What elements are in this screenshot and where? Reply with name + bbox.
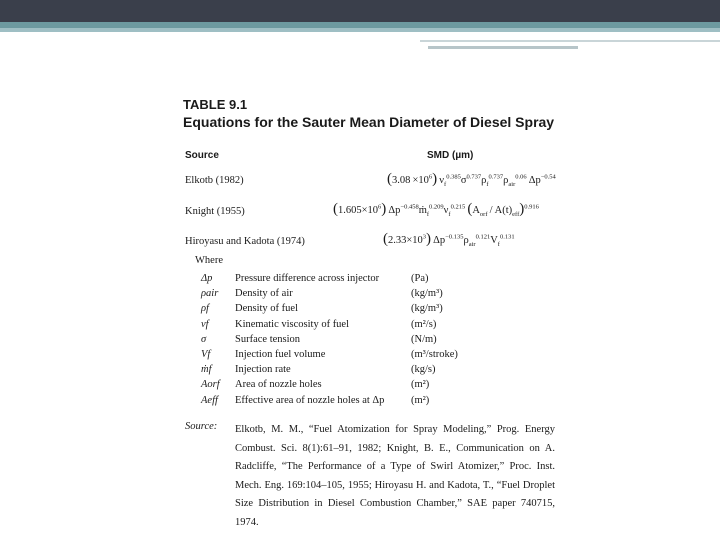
definition-symbol: ṁf xyxy=(201,364,212,376)
definition-description: Density of air xyxy=(235,288,293,300)
column-header-source: Source xyxy=(185,150,219,161)
definition-description: Kinematic viscosity of fuel xyxy=(235,318,350,330)
definition-description: Pressure difference across injector xyxy=(235,273,380,284)
column-header-smd: SMD (µm) xyxy=(427,150,474,161)
table-image xyxy=(183,95,558,528)
definition-symbol: ρair xyxy=(201,288,219,300)
header-bar xyxy=(0,0,720,22)
definition-unit: (kg/m³) xyxy=(411,288,443,300)
decorative-rule-short xyxy=(428,46,578,49)
definition-unit: (kg/s) xyxy=(411,364,436,376)
definition-unit: (m²/s) xyxy=(411,318,437,330)
definition-description: Injection rate xyxy=(235,364,291,376)
row-source-hiroyasu: Hiroyasu and Kadota (1974) xyxy=(185,236,305,247)
definition-unit: (m³/stroke) xyxy=(411,349,458,360)
definition-symbol: Aorf xyxy=(201,379,220,391)
definition-unit: (m²) xyxy=(411,394,430,406)
definition-symbol: σ xyxy=(201,333,207,345)
row-source-elkotb: Elkotb (1982) xyxy=(185,175,244,186)
decorative-rule xyxy=(420,40,720,42)
definition-description: Injection fuel volume xyxy=(235,349,326,360)
definition-symbol: Aeff xyxy=(201,394,218,406)
row-source-knight: Knight (1955) xyxy=(185,206,245,217)
table-title: Equations for the Sauter Mean Diameter of Diesel Spray xyxy=(183,114,555,130)
source-references: Elkotb, M. M., “Fuel Atomization for Spray Modeling,” Prog. Energy Combust. Sci. 8(1):61–91, 1982; Knight, B. E., Communication on A. Radcliffe, “The Performance of a Type of Swirl Atomizer,” Proc. Inst. Mech. Eng. 169:104–105, 1955; Hiroyasu H. and Kadota, T., “Fuel Droplet Size Distribution in Diesel Combustion Chamber,” SAE paper 740715, 1974. xyxy=(235,424,555,528)
definition-symbol: ρf xyxy=(201,303,209,315)
definition-unit: (N/m) xyxy=(411,333,437,345)
equation-hiroyasu: $(2.33\times 10^3)$ $\Delta p^{-0.135}\rho_{air}^{0.121}V_f^{0.131}$ xyxy=(383,231,515,249)
definition-unit: (Pa) xyxy=(411,273,429,284)
definition-description: Surface tension xyxy=(235,333,301,345)
where-label: Where xyxy=(195,255,223,266)
definition-symbol: Vf xyxy=(201,349,211,360)
definition-unit: (kg/m³) xyxy=(411,303,443,315)
source-label: Source: xyxy=(185,421,218,432)
definition-description: Density of fuel xyxy=(235,303,298,315)
definition-description: Effective area of nozzle holes at Δp xyxy=(235,394,385,406)
definition-description: Area of nozzle holes xyxy=(235,379,322,391)
equation-knight: $(1.605\times 10^6)$ $\Delta p^{-0.458}ṁ_f^{0.209}\nu_f^{0.215}$ $(A_{orf} / A(t)_{eff})^{0.916}$ xyxy=(333,201,539,219)
definition-symbol: νf xyxy=(201,318,209,330)
table-label: TABLE 9.1 xyxy=(183,97,248,112)
equation-elkotb: $(3.08 \times 10^6)$ $\nu_f^{0.385}\sigma^{0.737}\rho_f^{0.737}\rho_{air}^{0.06}$ $\Delta p^{-0.54}$ xyxy=(387,171,556,189)
definition-unit: (m²) xyxy=(411,379,430,391)
header-accent-bar-light xyxy=(0,28,720,32)
definition-symbol: Δp xyxy=(201,273,213,284)
